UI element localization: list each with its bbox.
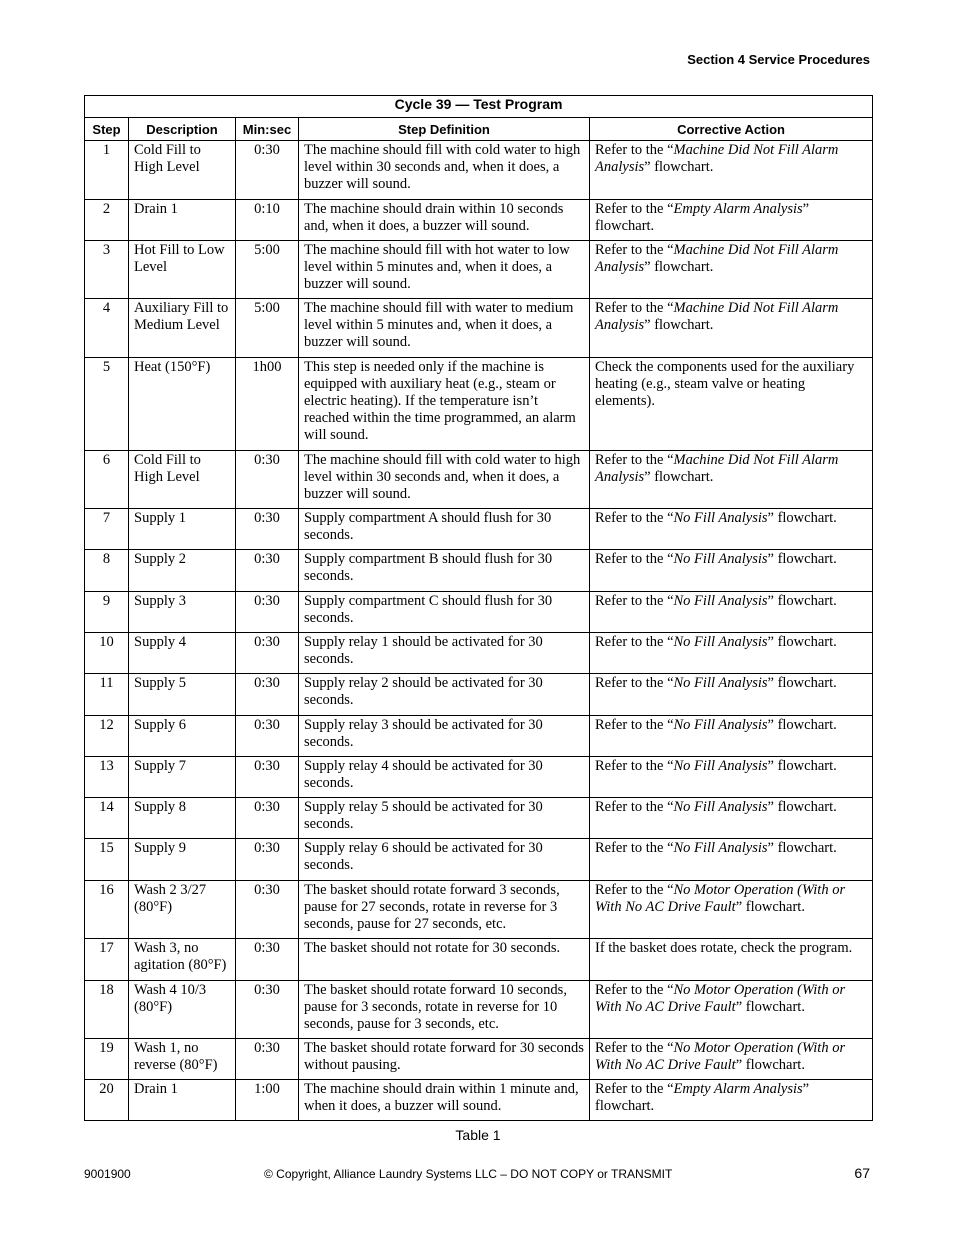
min-sec-cell: 0:30 (236, 592, 299, 633)
flowchart-reference: No Motor Operation (With or With No AC Drive Fault (595, 1040, 846, 1073)
corrective-action-text: Refer to the “ (595, 300, 674, 316)
page-number: 67 (854, 1165, 870, 1181)
step-number-cell: 12 (85, 716, 129, 757)
corrective-action-cell (590, 451, 873, 509)
description-cell: Drain 1 (129, 1080, 236, 1121)
table-row (85, 981, 873, 1039)
description-cell: Cold Fill to High Level (129, 141, 236, 200)
description-cell: Hot Fill to Low Level (129, 241, 236, 299)
min-sec-cell: 0:10 (236, 200, 299, 241)
step-definition-cell: The machine should fill with cold water to high level within 30 seconds and, when it does, a buzzer will sound. (299, 141, 590, 200)
min-sec-cell: 0:30 (236, 981, 299, 1039)
corrective-action-text: Refer to the “ (595, 840, 674, 856)
min-sec-cell: 0:30 (236, 550, 299, 592)
step-number-cell: 8 (85, 550, 129, 592)
corrective-action-cell (590, 939, 873, 981)
corrective-action-text: Refer to the “ (595, 799, 674, 815)
corrective-action-text: Refer to the “ (595, 593, 674, 609)
corrective-action-suffix: ” flowchart. (767, 717, 837, 733)
step-number-cell: 14 (85, 798, 129, 839)
corrective-action-suffix: ” flowchart. (595, 201, 810, 234)
flowchart-reference: No Fill Analysis (673, 758, 768, 774)
corrective-action-cell (590, 839, 873, 881)
corrective-action-text: Refer to the “ (595, 1081, 674, 1097)
corrective-action-suffix: ” flowchart. (735, 999, 805, 1015)
flowchart-reference: Machine Did Not Fill Alarm Analysis (595, 300, 839, 333)
step-definition-cell: The basket should rotate forward 3 seconds, pause for 27 seconds, rotate in reverse for 3 seconds, pause for 27 seconds, etc. (299, 881, 590, 939)
corrective-action-suffix: ” flowchart. (595, 1081, 810, 1114)
corrective-action-suffix: ” flowchart. (767, 551, 837, 567)
table-row (85, 939, 873, 981)
corrective-action-cell (590, 509, 873, 550)
corrective-action-text: Refer to the “ (595, 675, 674, 691)
table-row (85, 141, 873, 200)
description-cell: Supply 7 (129, 757, 236, 798)
flowchart-reference: No Fill Analysis (673, 717, 768, 733)
corrective-action-text: Check the components used for the auxiliary heating (e.g., steam valve or heating elements). (595, 359, 855, 409)
description-cell: Wash 2 3/27 (80°F) (129, 881, 236, 939)
flowchart-reference: Machine Did Not Fill Alarm Analysis (595, 452, 839, 485)
min-sec-cell: 0:30 (236, 141, 299, 200)
step-definition-cell: Supply relay 3 should be activated for 30 seconds. (299, 716, 590, 757)
flowchart-reference: No Fill Analysis (673, 634, 768, 650)
corrective-action-suffix: ” flowchart. (767, 510, 837, 526)
step-definition-cell: Supply relay 2 should be activated for 30 seconds. (299, 674, 590, 716)
step-definition-cell: Supply relay 4 should be activated for 30 seconds. (299, 757, 590, 798)
column-header-description: Description (129, 118, 236, 141)
description-cell: Auxiliary Fill to Medium Level (129, 299, 236, 358)
step-number-cell: 19 (85, 1039, 129, 1080)
corrective-action-suffix: ” flowchart. (735, 899, 805, 915)
step-number-cell: 20 (85, 1080, 129, 1121)
corrective-action-suffix: ” flowchart. (644, 317, 714, 333)
corrective-action-cell (590, 757, 873, 798)
description-cell: Supply 9 (129, 839, 236, 881)
description-cell: Supply 3 (129, 592, 236, 633)
corrective-action-text: Refer to the “ (595, 510, 674, 526)
test-program-table (84, 95, 873, 1121)
step-definition-cell: The machine should drain within 10 seconds and, when it does, a buzzer will sound. (299, 200, 590, 241)
corrective-action-cell (590, 716, 873, 757)
corrective-action-cell (590, 981, 873, 1039)
corrective-action-cell (590, 200, 873, 241)
min-sec-cell: 0:30 (236, 1039, 299, 1080)
step-number-cell: 18 (85, 981, 129, 1039)
table-caption: Table 1 (455, 1127, 501, 1143)
description-cell: Wash 1, no reverse (80°F) (129, 1039, 236, 1080)
corrective-action-cell (590, 241, 873, 299)
corrective-action-cell (590, 592, 873, 633)
step-number-cell: 10 (85, 633, 129, 674)
min-sec-cell: 1h00 (236, 358, 299, 451)
flowchart-reference: No Fill Analysis (673, 799, 768, 815)
corrective-action-text: Refer to the “ (595, 982, 674, 998)
description-cell: Heat (150°F) (129, 358, 236, 451)
flowchart-reference: No Motor Operation (With or With No AC Drive Fault (595, 882, 846, 915)
table-row (85, 241, 873, 299)
corrective-action-suffix: ” flowchart. (644, 469, 714, 485)
step-definition-cell: Supply relay 5 should be activated for 30 seconds. (299, 798, 590, 839)
flowchart-reference: Machine Did Not Fill Alarm Analysis (595, 242, 839, 275)
corrective-action-cell (590, 881, 873, 939)
corrective-action-cell (590, 633, 873, 674)
corrective-action-text: If the basket does rotate, check the program. (595, 940, 853, 956)
table-row (85, 200, 873, 241)
step-definition-cell: Supply compartment C should flush for 30 seconds. (299, 592, 590, 633)
min-sec-cell: 0:30 (236, 633, 299, 674)
step-number-cell: 9 (85, 592, 129, 633)
corrective-action-text: Refer to the “ (595, 551, 674, 567)
min-sec-cell: 0:30 (236, 674, 299, 716)
step-number-cell: 17 (85, 939, 129, 981)
min-sec-cell: 0:30 (236, 757, 299, 798)
corrective-action-text: Refer to the “ (595, 882, 674, 898)
table-row (85, 633, 873, 674)
step-definition-cell: The machine should drain within 1 minute and, when it does, a buzzer will sound. (299, 1080, 590, 1121)
description-cell: Supply 1 (129, 509, 236, 550)
step-definition-cell: This step is needed only if the machine is equipped with auxiliary heat (e.g., steam or electric heating). If the temperature isn’t reached within the time programmed, an alarm will sound. (299, 358, 590, 451)
step-number-cell: 15 (85, 839, 129, 881)
corrective-action-suffix: ” flowchart. (767, 799, 837, 815)
step-definition-cell: The machine should fill with water to medium level within 5 minutes and, when it does, a buzzer will sound. (299, 299, 590, 358)
corrective-action-text: Refer to the “ (595, 242, 674, 258)
min-sec-cell: 0:30 (236, 939, 299, 981)
copyright-notice: © Copyright, Alliance Laundry Systems LLC – DO NOT COPY or TRANSMIT (264, 1167, 673, 1181)
table-row (85, 881, 873, 939)
step-definition-cell: The basket should rotate forward 10 seconds, pause for 3 seconds, rotate in reverse for 10 seconds, pause for 3 seconds, etc. (299, 981, 590, 1039)
flowchart-reference: Machine Did Not Fill Alarm Analysis (595, 142, 839, 175)
flowchart-reference: No Fill Analysis (673, 840, 768, 856)
flowchart-reference: No Fill Analysis (673, 593, 768, 609)
table-row (85, 550, 873, 592)
corrective-action-text: Refer to the “ (595, 452, 674, 468)
table-row (85, 299, 873, 358)
corrective-action-cell (590, 550, 873, 592)
step-definition-cell: The basket should rotate forward for 30 seconds without pausing. (299, 1039, 590, 1080)
step-number-cell: 16 (85, 881, 129, 939)
corrective-action-suffix: ” flowchart. (767, 593, 837, 609)
corrective-action-cell (590, 299, 873, 358)
corrective-action-text: Refer to the “ (595, 634, 674, 650)
table-row (85, 839, 873, 881)
corrective-action-text: Refer to the “ (595, 142, 674, 158)
corrective-action-text: Refer to the “ (595, 201, 674, 217)
table-row (85, 1080, 873, 1121)
step-definition-cell: Supply compartment A should flush for 30 seconds. (299, 509, 590, 550)
description-cell: Cold Fill to High Level (129, 451, 236, 509)
min-sec-cell: 0:30 (236, 509, 299, 550)
description-cell: Supply 2 (129, 550, 236, 592)
column-header-step: Step (85, 118, 129, 141)
column-header-corrective-action: Corrective Action (590, 118, 873, 141)
description-cell: Wash 3, no agitation (80°F) (129, 939, 236, 981)
corrective-action-suffix: ” flowchart. (644, 159, 714, 175)
description-cell: Supply 5 (129, 674, 236, 716)
step-definition-cell: Supply compartment B should flush for 30 seconds. (299, 550, 590, 592)
corrective-action-cell (590, 141, 873, 200)
min-sec-cell: 0:30 (236, 881, 299, 939)
description-cell: Wash 4 10/3 (80°F) (129, 981, 236, 1039)
step-number-cell: 1 (85, 141, 129, 200)
corrective-action-suffix: ” flowchart. (644, 259, 714, 275)
min-sec-cell: 0:30 (236, 716, 299, 757)
step-number-cell: 3 (85, 241, 129, 299)
table-row (85, 592, 873, 633)
min-sec-cell: 5:00 (236, 241, 299, 299)
flowchart-reference: No Fill Analysis (673, 551, 768, 567)
corrective-action-suffix: ” flowchart. (767, 758, 837, 774)
step-definition-cell: The machine should fill with hot water to low level within 5 minutes and, when it does, a buzzer will sound. (299, 241, 590, 299)
step-number-cell: 5 (85, 358, 129, 451)
corrective-action-suffix: ” flowchart. (735, 1057, 805, 1073)
table-row (85, 757, 873, 798)
flowchart-reference: No Fill Analysis (673, 510, 768, 526)
table-row (85, 358, 873, 451)
step-definition-cell: The machine should fill with cold water to high level within 30 seconds and, when it does, a buzzer will sound. (299, 451, 590, 509)
flowchart-reference: No Motor Operation (With or With No AC Drive Fault (595, 982, 846, 1015)
step-definition-cell: Supply relay 1 should be activated for 30 seconds. (299, 633, 590, 674)
corrective-action-suffix: ” flowchart. (767, 675, 837, 691)
step-number-cell: 13 (85, 757, 129, 798)
table-title: Cycle 39 — Test Program (85, 96, 873, 118)
min-sec-cell: 0:30 (236, 451, 299, 509)
flowchart-reference: Empty Alarm Analysis (673, 201, 803, 217)
description-cell: Supply 4 (129, 633, 236, 674)
description-cell: Supply 6 (129, 716, 236, 757)
description-cell: Supply 8 (129, 798, 236, 839)
step-definition-cell: Supply relay 6 should be activated for 30 seconds. (299, 839, 590, 881)
column-header-min-sec: Min:sec (236, 118, 299, 141)
min-sec-cell: 0:30 (236, 798, 299, 839)
corrective-action-cell (590, 358, 873, 451)
min-sec-cell: 0:30 (236, 839, 299, 881)
section-header: Section 4 Service Procedures (687, 52, 870, 67)
table-row (85, 451, 873, 509)
table-row (85, 716, 873, 757)
column-header-step-definition: Step Definition (299, 118, 590, 141)
step-number-cell: 11 (85, 674, 129, 716)
min-sec-cell: 5:00 (236, 299, 299, 358)
step-number-cell: 4 (85, 299, 129, 358)
corrective-action-cell (590, 674, 873, 716)
description-cell: Drain 1 (129, 200, 236, 241)
document-number: 9001900 (84, 1167, 131, 1181)
min-sec-cell: 1:00 (236, 1080, 299, 1121)
corrective-action-text: Refer to the “ (595, 758, 674, 774)
flowchart-reference: Empty Alarm Analysis (673, 1081, 803, 1097)
corrective-action-text: Refer to the “ (595, 717, 674, 733)
table-row (85, 1039, 873, 1080)
table-row (85, 509, 873, 550)
step-number-cell: 2 (85, 200, 129, 241)
corrective-action-cell (590, 1039, 873, 1080)
step-number-cell: 6 (85, 451, 129, 509)
corrective-action-cell (590, 1080, 873, 1121)
flowchart-reference: No Fill Analysis (673, 675, 768, 691)
step-definition-cell: The basket should not rotate for 30 seconds. (299, 939, 590, 981)
corrective-action-text: Refer to the “ (595, 1040, 674, 1056)
corrective-action-suffix: ” flowchart. (767, 634, 837, 650)
table-row (85, 798, 873, 839)
corrective-action-cell (590, 798, 873, 839)
step-number-cell: 7 (85, 509, 129, 550)
table-body (85, 141, 873, 1121)
corrective-action-suffix: ” flowchart. (767, 840, 837, 856)
table-row (85, 674, 873, 716)
